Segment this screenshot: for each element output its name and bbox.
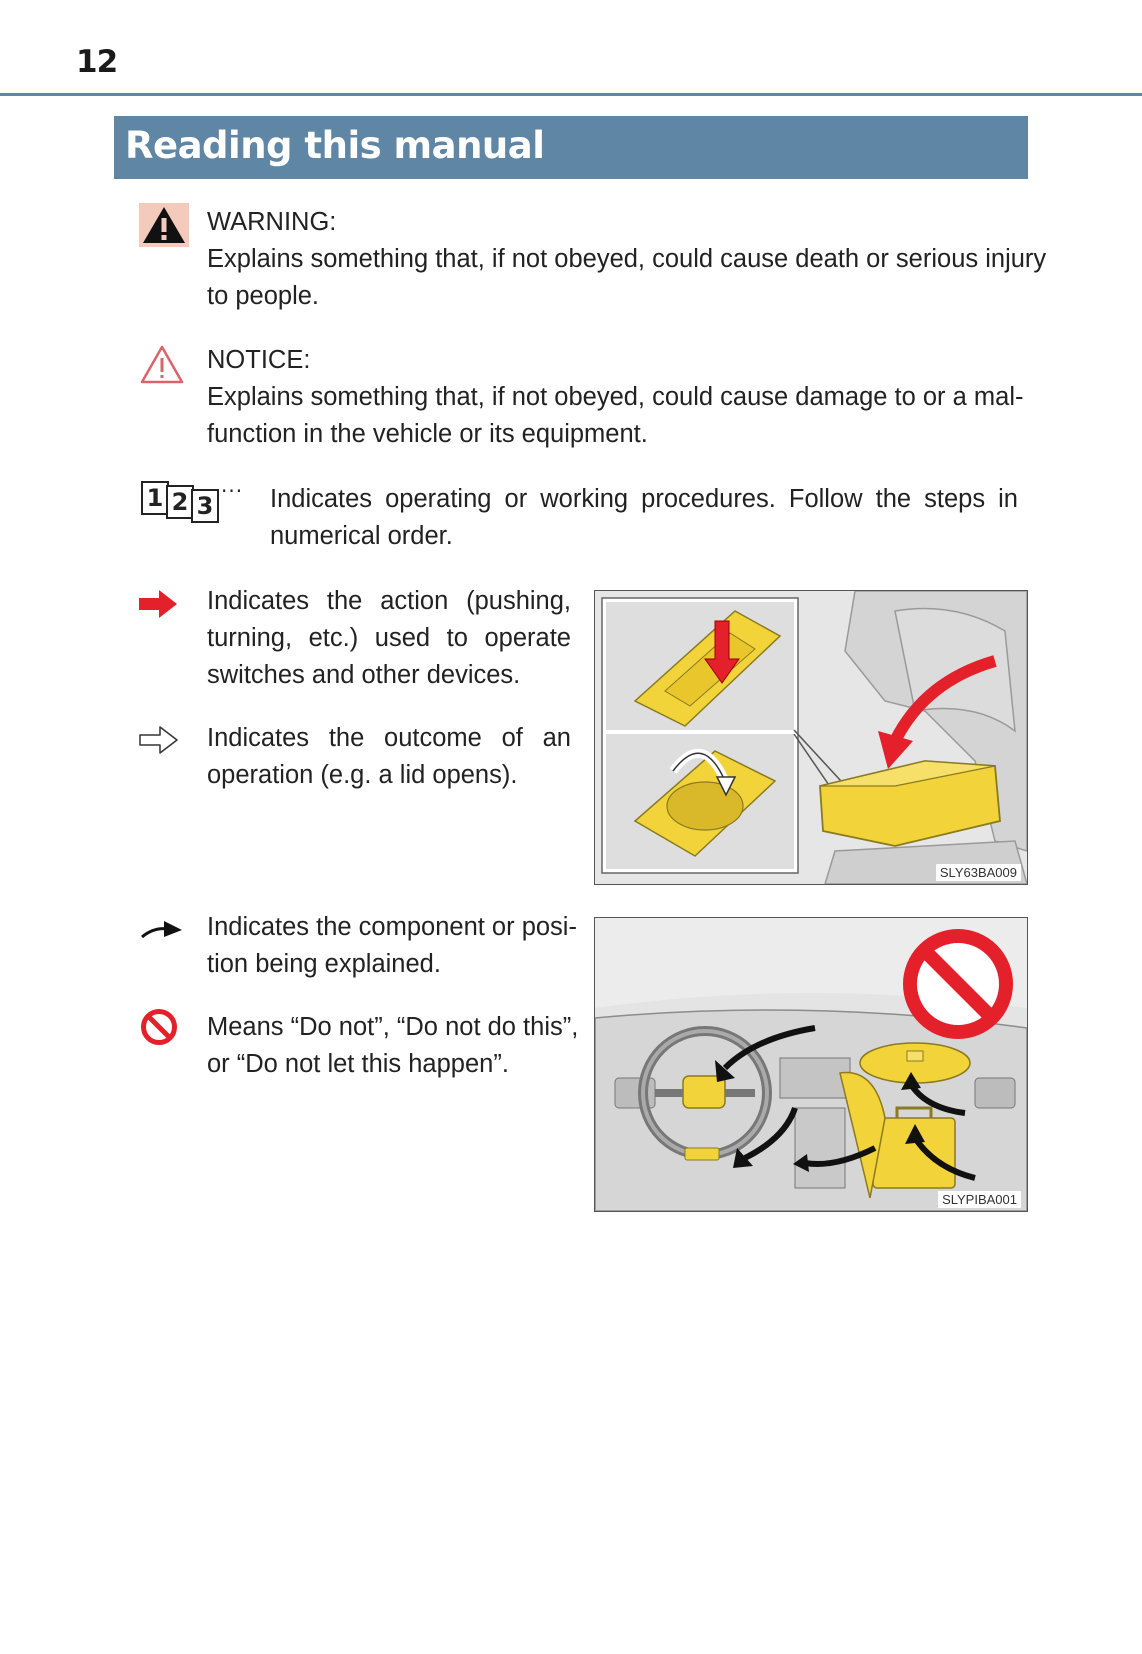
action-text-line1: Indicates the action (pushing, [207,587,571,615]
action-text-line3: switches and other devices. [207,661,521,689]
outcome-text-line2: operation (e.g. a lid opens). [207,761,518,789]
notice-text-line2: function in the vehicle or its equipment. [207,420,648,448]
section-title: Reading this manual [125,124,545,167]
step-number-icons [141,481,263,519]
armrest-illustration-drawing [595,591,1027,884]
component-pointer-icon [140,917,184,941]
action-text-line2: turning, etc.) used to operate [207,624,571,652]
dashboard-illustration [594,917,1028,1212]
figure1-code: SLY63BA009 [936,864,1021,881]
notice-icon [139,344,185,386]
prohibit-icon [140,1008,178,1046]
outcome-text-line1: Indicates the outcome of an [207,724,571,752]
notice-text-line1: Explains something that, if not obeyed, could cause damage to or a mal- [207,383,1024,411]
steps-text-line2: numerical order. [270,522,453,550]
action-arrow-icon [139,589,179,619]
prohibit-text-line2: or “Do not let this happen”. [207,1050,509,1078]
prohibit-text-line1: Means “Do not”, “Do not do this”, [207,1013,579,1041]
step-1-box: 1 [141,481,169,515]
notice-heading: NOTICE: [207,346,311,374]
steps-ellipsis: ··· [221,479,244,503]
step-3-box: 3 [191,489,219,523]
figure2-code: SLYPIBA001 [938,1191,1021,1208]
header-rule [0,93,1142,96]
outcome-arrow-icon [139,725,179,755]
dashboard-illustration-drawing [595,918,1027,1211]
page-number: 12 [76,44,118,80]
warning-heading: WARNING: [207,208,337,236]
section-title-bar [114,116,1028,179]
warning-text-line2: to people. [207,282,320,310]
armrest-illustration [594,590,1028,885]
component-text-line1: Indicates the component or posi- [207,913,577,941]
warning-icon [139,203,189,247]
warning-text-line1: Explains something that, if not obeyed, could cause death or serious injury [207,245,1047,273]
step-2-box: 2 [166,485,194,519]
component-text-line2: tion being explained. [207,950,441,978]
steps-text-line1: Indicates operating or working procedures. Follow the steps in [270,485,1018,513]
